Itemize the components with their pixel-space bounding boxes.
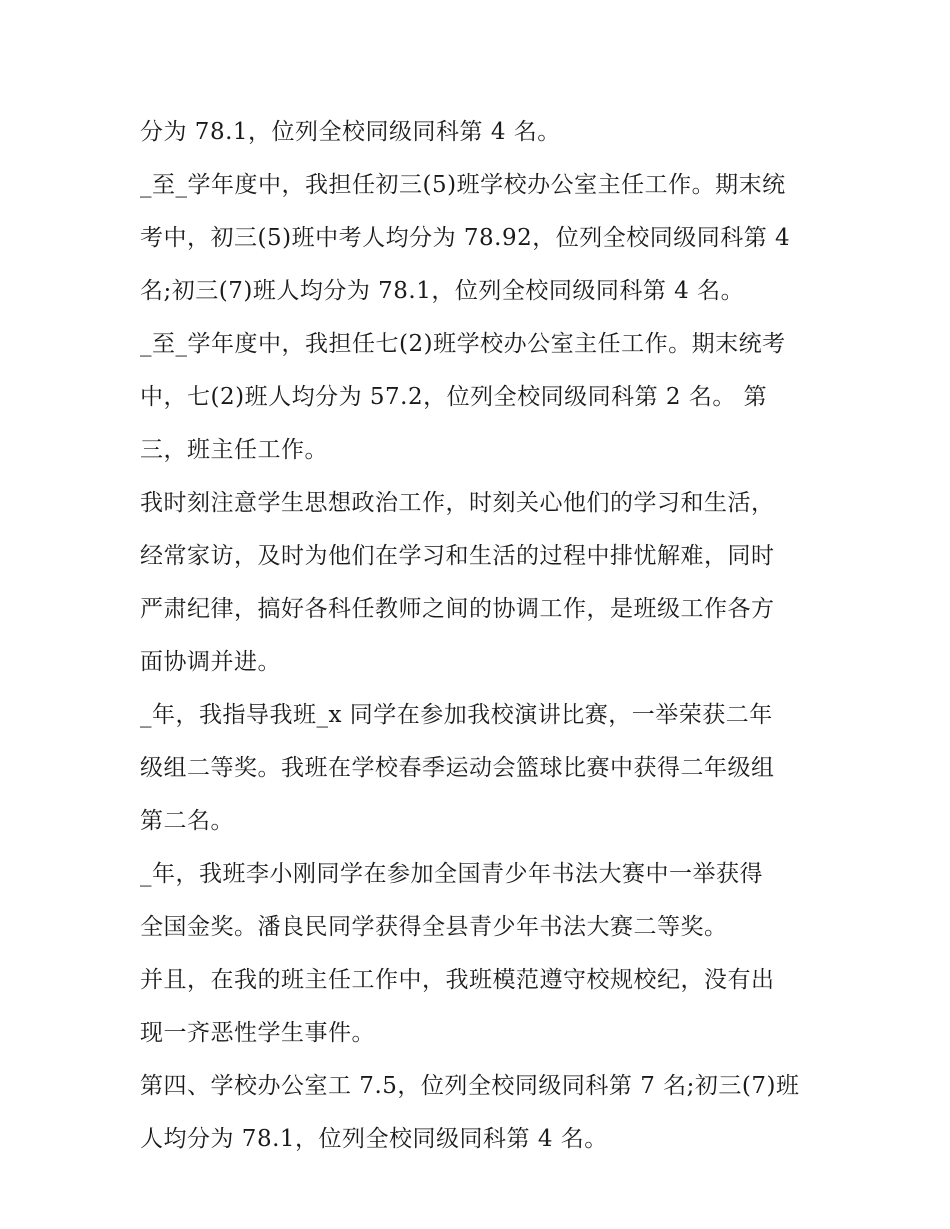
text-line: _至_学年度中，我担任初三(5)班学校办公室主任工作。期末统 xyxy=(140,172,786,198)
text-line: _年，我指导我班_x 同学在参加我校演讲比赛，一举荣获二年 xyxy=(140,702,773,728)
text-line: 第二名。 xyxy=(140,808,234,834)
text-line: 级组二等奖。我班在学校春季运动会篮球比赛中获得二年级组 xyxy=(140,755,775,781)
document-body xyxy=(140,106,820,1166)
text-line: 名;初三(7)班人均分为 78.1，位列全校同级同科第 4 名。 xyxy=(140,278,745,304)
text-line: 面协调并进。 xyxy=(140,649,281,675)
text-line: 严肃纪律，搞好各科任教师之间的协调工作，是班级工作各方 xyxy=(140,596,775,622)
text-line: 人均分为 78.1，位列全校同级同科第 4 名。 xyxy=(140,1126,608,1152)
text-line: 现一齐恶性学生事件。 xyxy=(140,1020,375,1046)
text-line: 并且，在我的班主任工作中，我班模范遵守校规校纪，没有出 xyxy=(140,967,775,993)
text-line: 经常家访，及时为他们在学习和生活的过程中排忧解难，同时 xyxy=(140,543,775,569)
text-line: 中，七(2)班人均分为 57.2，位列全校同级同科第 2 名。 第 xyxy=(140,384,768,410)
text-line: _至_学年度中，我担任七(2)班学校办公室主任工作。期末统考 xyxy=(140,331,786,357)
text-line: 全国金奖。潘良民同学获得全县青少年书法大赛二等奖。 xyxy=(140,914,728,940)
text-line: 我时刻注意学生思想政治工作，时刻关心他们的学习和生活， xyxy=(140,490,775,516)
text-line: 第四、学校办公室工 7.5，位列全校同级同科第 7 名;初三(7)班 xyxy=(140,1073,800,1099)
text-line: 考中，初三(5)班中考人均分为 78.92，位列全校同级同科第 4 xyxy=(140,225,791,251)
text-line: 三，班主任工作。 xyxy=(140,437,328,463)
text-line: 分为 78.1，位列全校同级同科第 4 名。 xyxy=(140,119,561,145)
text-line: _年，我班李小刚同学在参加全国青少年书法大赛中一举获得 xyxy=(140,861,763,887)
